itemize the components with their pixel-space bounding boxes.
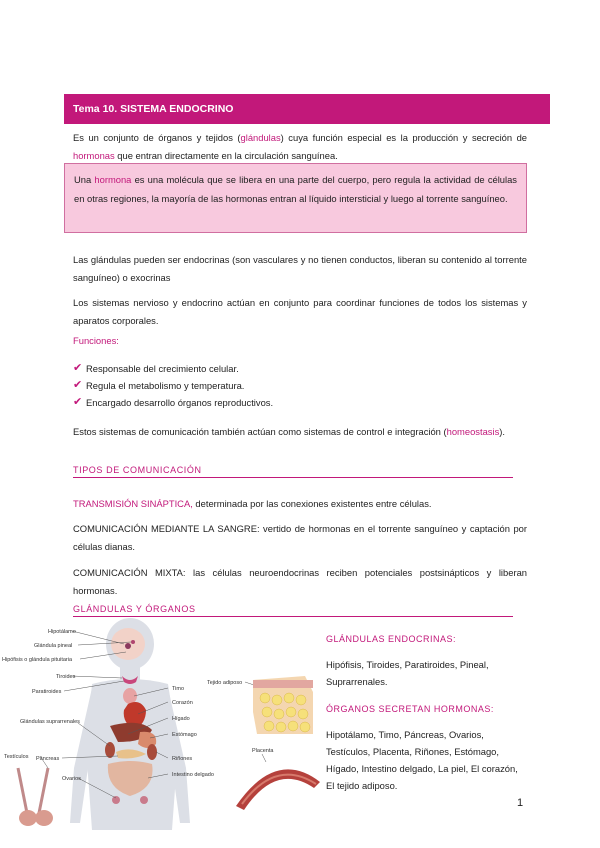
endocrine-anatomy-figure (0, 618, 232, 830)
definition-term-hormona: hormona (94, 174, 132, 185)
check-icon: ✔ (73, 362, 83, 374)
page-title: Tema 10. SISTEMA ENDOCRINO (64, 94, 550, 124)
check-icon: ✔ (73, 379, 83, 391)
section-heading-tipos: TIPOS DE COMUNICACIÓN (73, 465, 513, 478)
adipose-tissue-figure (205, 672, 317, 738)
label-placenta: Placenta (252, 748, 274, 754)
ovary-right-shape (140, 796, 148, 804)
list-item: ✔ Regula el metabolismo y temperatura. (73, 377, 273, 394)
label-higado: Hígado (172, 716, 190, 722)
label-timo: Timo (172, 686, 185, 692)
label-hipofisis: Hipófisis o glándula pituitaria (2, 657, 73, 663)
kidney-left-shape (105, 742, 115, 758)
skin-layer (253, 680, 313, 688)
label-intestino: Intestino delgado (172, 772, 214, 778)
synaptic-transmission-paragraph: TRANSMISIÓN SINÁPTICA, determinada por las conexiones existentes entre células. (73, 498, 432, 510)
testis-right-shape (35, 810, 53, 826)
page-number: 1 (517, 797, 524, 809)
list-item: ✔ Encargado desarrollo órganos reproductivos. (73, 394, 273, 411)
hypothalamus-mark (125, 643, 131, 649)
list-item: ✔ Responsable del crecimiento celular. (73, 360, 273, 377)
label-corazon: Corazón (172, 700, 193, 706)
intro-term-hormonas: hormonas (73, 149, 115, 161)
label-rinones: Riñones (172, 756, 193, 762)
endocrine-glands-list: Hipófisis, Tiroides, Paratiroides, Pineal, Suprarrenales. (326, 659, 489, 687)
intro-text-3: que entran directamente en la circulación sanguínea. (114, 149, 338, 161)
section-heading-glandulas: GLÁNDULAS Y ÓRGANOS (73, 604, 513, 617)
mixed-communication-paragraph: COMUNICACIÓN MIXTA: las células neuroendocrinas reciben potenciales postsinápticos y liberan hormonas. (73, 567, 527, 596)
endocrine-glands-heading: GLÁNDULAS ENDOCRINAS: (326, 634, 457, 644)
label-pineal: Glándula pineal (34, 643, 73, 649)
hormone-organs-list: Hipotálamo, Timo, Páncreas, Ovarios, Testículos, Placenta, Riñones, Estómago, Hígado, Intestino delgado, La piel, El corazón, El tejido adiposo. (326, 729, 518, 791)
blood-communication-paragraph: COMUNICACIÓN MEDIANTE LA SANGRE: vertido de hormonas en el torrente sanguíneo y captación por células dianas. (73, 523, 527, 552)
definition-text-2: es una molécula que se libera en una parte del cuerpo, pero regula la actividad de células en otras regiones, la mayoría de las hormonas entran al líquido intersticial y luego al torrente sanguíneo. (74, 174, 517, 204)
term-homeostasis: homeostasis (446, 426, 500, 438)
label-estomago: Estómago (172, 732, 197, 738)
label-testiculos: Testículos (4, 754, 29, 760)
hormone-organs-heading: ÓRGANOS SECRETAN HORMONAS: (326, 704, 494, 714)
label-ovarios: Ovarios (62, 776, 81, 782)
label-tiroides: Tiroides (56, 674, 76, 680)
functions-list (73, 360, 273, 411)
label-pancreas: Páncreas (36, 756, 60, 762)
synaptic-label: TRANSMISIÓN SINÁPTICA, (73, 498, 193, 510)
intro-term-glandulas: glándulas (240, 132, 281, 144)
intro-paragraph (73, 129, 527, 164)
label-tejido-adiposo: Tejido adiposo (207, 680, 243, 686)
pineal-mark (131, 640, 135, 644)
ovary-left-shape (112, 796, 120, 804)
systems-paragraph: Los sistemas nervioso y endocrino actúan en conjunto para coordinar funciones de todos los sistemas y aparatos corporales. (73, 297, 527, 326)
glands-paragraph: Las glándulas pueden ser endocrinas (son vasculares y no tienen conductos, liberan su contenido al torrente sanguíneo) o exocrinas (73, 254, 527, 283)
testis-left-shape (19, 810, 37, 826)
placenta-figure (228, 742, 326, 814)
label-hipotalamo: Hipotálamo (48, 629, 76, 635)
hormone-organs-block (326, 701, 526, 794)
label-paratiroides: Paratiroides (32, 689, 62, 695)
check-icon: ✔ (73, 396, 83, 408)
label-suprarrenales: Glándulas suprarrenales (20, 719, 80, 725)
definition-text-1: Una (74, 174, 95, 185)
communication-paragraph: Estos sistemas de comunicación también actúan como sistemas de control e integración (homeostasis). (73, 426, 505, 438)
functions-label: Funciones: (73, 335, 119, 346)
intro-text-1: Es un conjunto de órganos y tejidos ( (73, 132, 241, 144)
kidney-right-shape (147, 744, 157, 760)
endocrine-glands-block (326, 631, 526, 690)
hormone-definition-box (64, 163, 527, 233)
intro-text-2: ) cuya función especial es la producción y secreción de (280, 132, 528, 144)
